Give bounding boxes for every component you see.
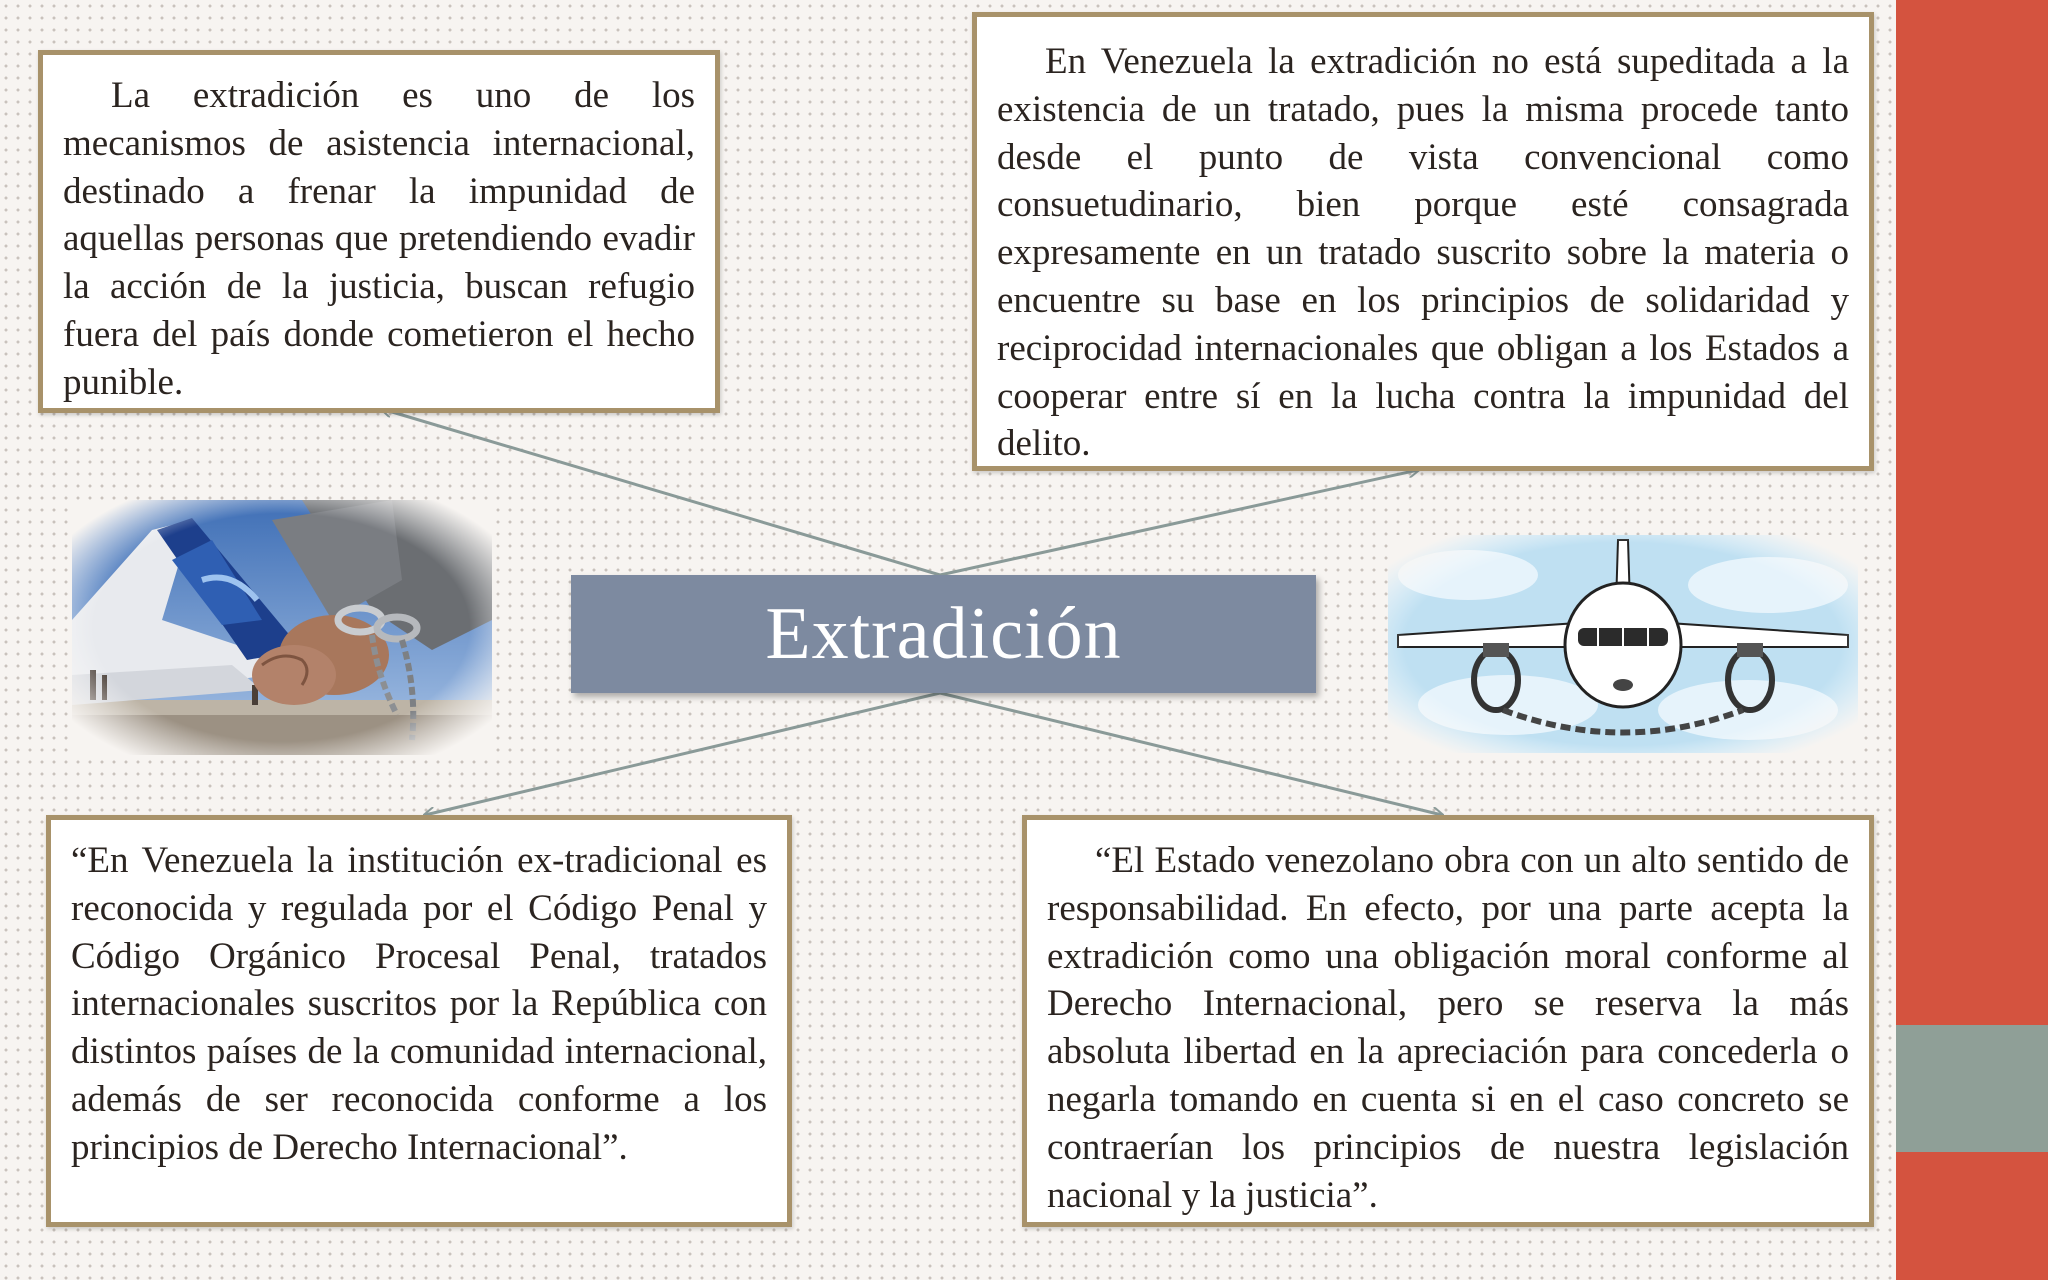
venezuela-treaty-text: En Venezuela la extradición no está supeditada a la existencia de un tratado, pues la misma procede tanto desde el punto de vista convencional como consuetudinario, bien porque esté consagrada expresamente en un tratado suscrito sobre la materia o encuentre su base en los principios de solidaridad y reciprocidad internacionales que obligan a los Estados a cooperar entre sí en la lucha contra la impunidad del delito. [997,41,1849,465]
side-accent-stripe [1896,1025,2048,1152]
definition-box [38,50,720,413]
legal-framework-box [46,815,792,1227]
state-responsibility-box [1022,815,1874,1227]
arrow-to-bottom-left [425,693,940,815]
handcuffed-hands-photo [72,500,492,755]
central-title: Extradición [765,592,1122,675]
central-node [571,575,1316,693]
arrow-to-top-right [940,470,1418,575]
definition-text: La extradición es uno de los mecanismos de asistencia internacional, destinado a frenar la impunidad de aquellas personas que pretendiendo evadir la acción de la justicia, buscan refugio fuera del país donde cometieron el hecho punible. [63,75,695,403]
legal-framework-text: “En Venezuela la institución ex-tradicional es reconocida y regulada por el Código Penal y Código Orgánico Procesal Penal, tratados internacionales suscritos por la República con distintos países de la comunidad internacional, además de ser reconocida conforme a los principios de Derecho Internacional”. [71,840,767,1168]
state-responsibility-text: “El Estado venezolano obra con un alto sentido de responsabilidad. En efecto, por una parte acepta la extradición como una obligación moral conforme al Derecho Internacional, pero se reserva la más absoluta libertad en la apreciación para concederla o negarla tomando en cuenta si en el caso concreto se contraerían los principios de nuestra legislación nacional y la justicia”. [1047,840,1849,1216]
arrow-to-bottom-right [940,693,1442,815]
airplane-handcuffs-illustration [1388,535,1858,753]
venezuela-treaty-box [972,12,1874,471]
